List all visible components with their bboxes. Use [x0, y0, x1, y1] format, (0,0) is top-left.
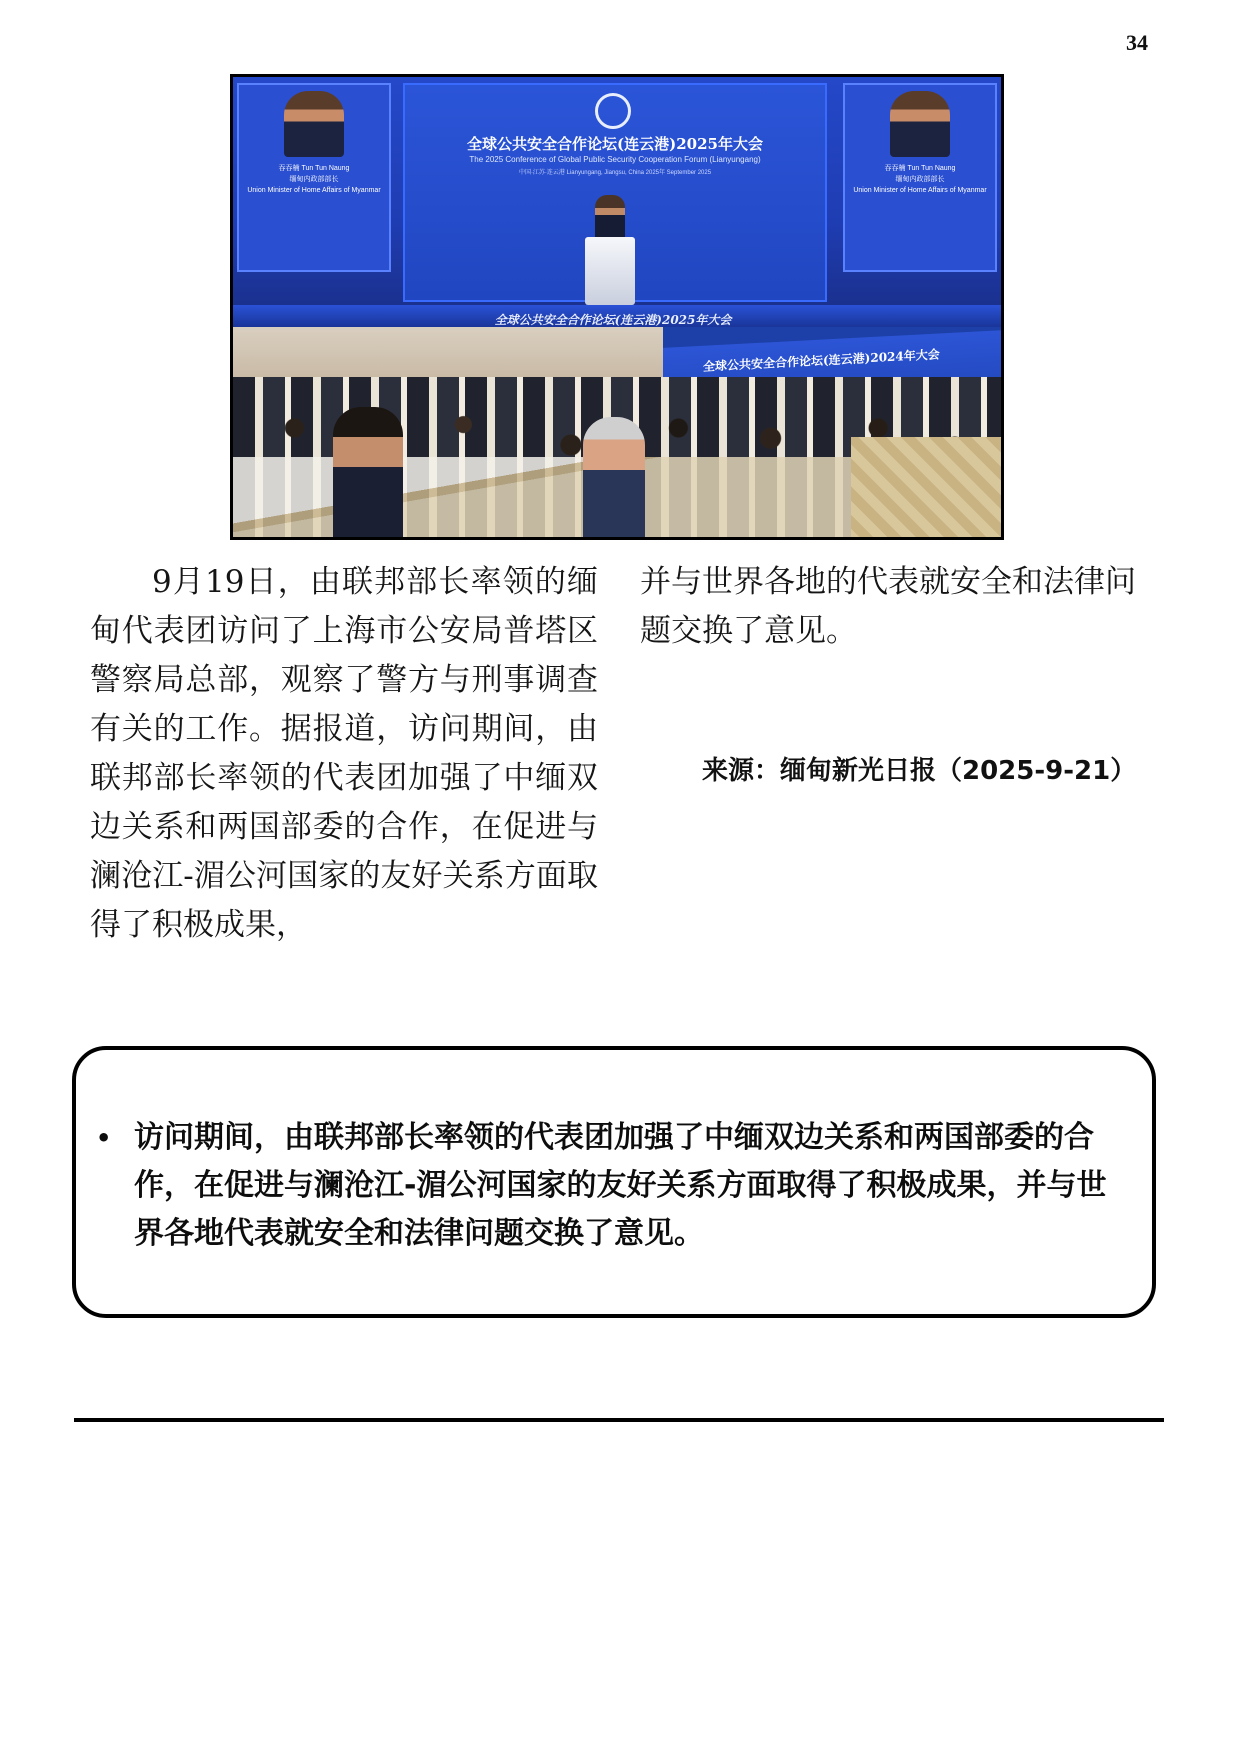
wall-banner-text: 全球公共安全合作论坛(连云港)2024年大会: [703, 347, 940, 374]
side-screen-left: [237, 83, 391, 272]
speaker-image: [284, 91, 344, 157]
forum-logo-icon: [595, 93, 631, 129]
front-row-delegate: [333, 407, 403, 540]
side-screen-right: [843, 83, 997, 272]
speaker-name: 吞吞楠 Tun Tun Naung: [884, 165, 956, 172]
speaker-title-en: Union Minister of Home Affairs of Myanmar: [853, 187, 987, 194]
stage-front-banner: 全球公共安全合作论坛(连云港)2025年大会: [494, 313, 732, 327]
article-left-column: 9月19日，由联邦部长率领的缅甸代表团访问了上海市公安局普塔区警察局总部，观察了警方与刑事调查有关的工作。据报道，访问期间，由联邦部长率领的代表团加强了中缅双边关系和两国部委的合作，在促进与澜沧江-湄公河国家的友好关系方面取得了积极成果，: [90, 564, 598, 943]
screen-title-en: The 2025 Conference of Global Public Security Cooperation Forum (Lianyungang): [469, 155, 761, 164]
podium: [585, 237, 635, 305]
summary-box: [72, 1046, 1156, 1318]
speaker-image: [890, 91, 950, 157]
summary-item-text: 访问期间，由联邦部长率领的代表团加强了中缅双边关系和两国部委的合作，在促进与澜沧江-湄公河国家的友好关系方面取得了积极成果，并与世界各地代表就安全和法律问题交换了意见。: [134, 1120, 1107, 1251]
speaker-title-cn: 缅甸内政部部长: [895, 176, 945, 183]
speaker-title-cn: 缅甸内政部部长: [289, 176, 339, 183]
article-source: 来源：缅甸新光日报（2025-9-21）: [702, 756, 1137, 786]
article-right-column: 并与世界各地的代表就安全和法律问题交换了意见。: [640, 564, 1136, 649]
bullet-icon: •: [96, 1124, 112, 1152]
podium-speaker: [595, 195, 625, 239]
summary-list: [96, 1114, 1132, 1258]
conference-photo: [230, 74, 1004, 540]
carpet: [851, 437, 1001, 540]
summary-item: [96, 1114, 1132, 1258]
screen-title-cn: 全球公共安全合作论坛(连云港)2025年大会: [467, 135, 763, 153]
speaker-title-en: Union Minister of Home Affairs of Myanmar: [247, 187, 381, 194]
speaker-name: 吞吞楠 Tun Tun Naung: [278, 165, 350, 172]
screen-meta: 中国·江苏·连云港 Lianyungang, Jiangsu, China 2025年 September 2025: [518, 170, 712, 176]
side-screen-caption: [245, 163, 383, 196]
side-screen-caption: [851, 163, 989, 196]
front-row-delegate: [583, 417, 645, 540]
bottom-divider: [74, 1418, 1164, 1422]
page-number: 34: [1126, 30, 1148, 55]
